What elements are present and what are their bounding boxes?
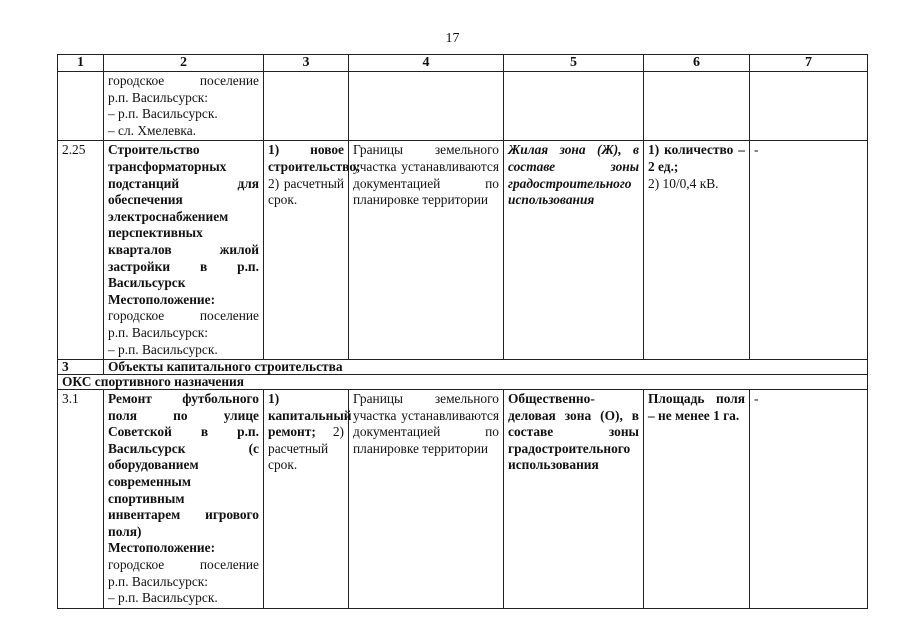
table-row-continuation: [58, 72, 868, 141]
characteristics: Площадь поля – не менее 1 га.: [644, 390, 750, 609]
land-boundaries: Границы земельного участка устанавливаются документацией по планировке территории: [349, 141, 504, 360]
work-type: 1) капитальный ремонт; 2) расчетный срок.: [264, 390, 349, 609]
header-col-6: 6: [644, 55, 750, 72]
page-number: 17: [445, 31, 460, 46]
continuation-location: городское поселение р.п. Васильсурск: – р.п. Васильсурск. – сл. Хмелевка.: [104, 72, 264, 141]
zone: Жилая зона (Ж), в составе зоны градостроительного использования: [504, 141, 644, 360]
object-description: Строительство трансформаторных подстанций для обеспечения электроснабжением перспективных кварталов жилой застройки в р.п. Васильсурск Местоположение: городское поселение р.п. Васильсурск: – р.п. Васильсурск.: [104, 141, 264, 360]
header-col-1: 1: [58, 55, 104, 72]
section-title: Объекты капитального строительства: [104, 360, 868, 375]
header-col-5: 5: [504, 55, 644, 72]
characteristics: 1) количество – 2 ед.; 2) 10/0,4 кВ.: [644, 141, 750, 360]
row-number: 2.25: [58, 141, 104, 360]
object-title: Ремонт футбольного поля по улице Советской в р.п. Васильсурск (с оборудованием современным спортивным инвентарем игрового поля): [108, 391, 259, 539]
table-row-3-1: [58, 390, 868, 609]
table-row-2-25: [58, 141, 868, 360]
col-7-value: -: [750, 141, 868, 360]
header-col-3: 3: [264, 55, 349, 72]
subsection-title: ОКС спортивного назначения: [58, 375, 868, 390]
work-type: 1) новое строительство; 2) расчетный срок.: [264, 141, 349, 360]
section-row-3: [58, 360, 868, 375]
header-col-2: 2: [104, 55, 264, 72]
object-title: Строительство трансформаторных подстанций для обеспечения электроснабжением перспективных кварталов жилой застройки в р.п. Васильсурск: [108, 142, 259, 291]
row-number: 3.1: [58, 390, 104, 609]
table-header-row: [58, 55, 868, 72]
location-label: Местоположение:: [108, 291, 216, 307]
section-number: 3: [58, 360, 104, 375]
land-boundaries: Границы земельного участка устанавливаются документацией по планировке территории: [349, 390, 504, 609]
planning-table: [57, 54, 868, 609]
zone: Общественно-деловая зона (О), в составе зоны градостроительного использования: [504, 390, 644, 609]
header-col-7: 7: [750, 55, 868, 72]
subsection-row: [58, 375, 868, 390]
header-col-4: 4: [349, 55, 504, 72]
col-7-value: -: [750, 390, 868, 609]
location-label: Местоположение:: [108, 540, 216, 556]
object-description: Ремонт футбольного поля по улице Советской в р.п. Васильсурск (с оборудованием современным спортивным инвентарем игрового поля) Местоположение: городское поселение р.п. Васильсурск: – р.п. Васильсурск.: [104, 390, 264, 609]
